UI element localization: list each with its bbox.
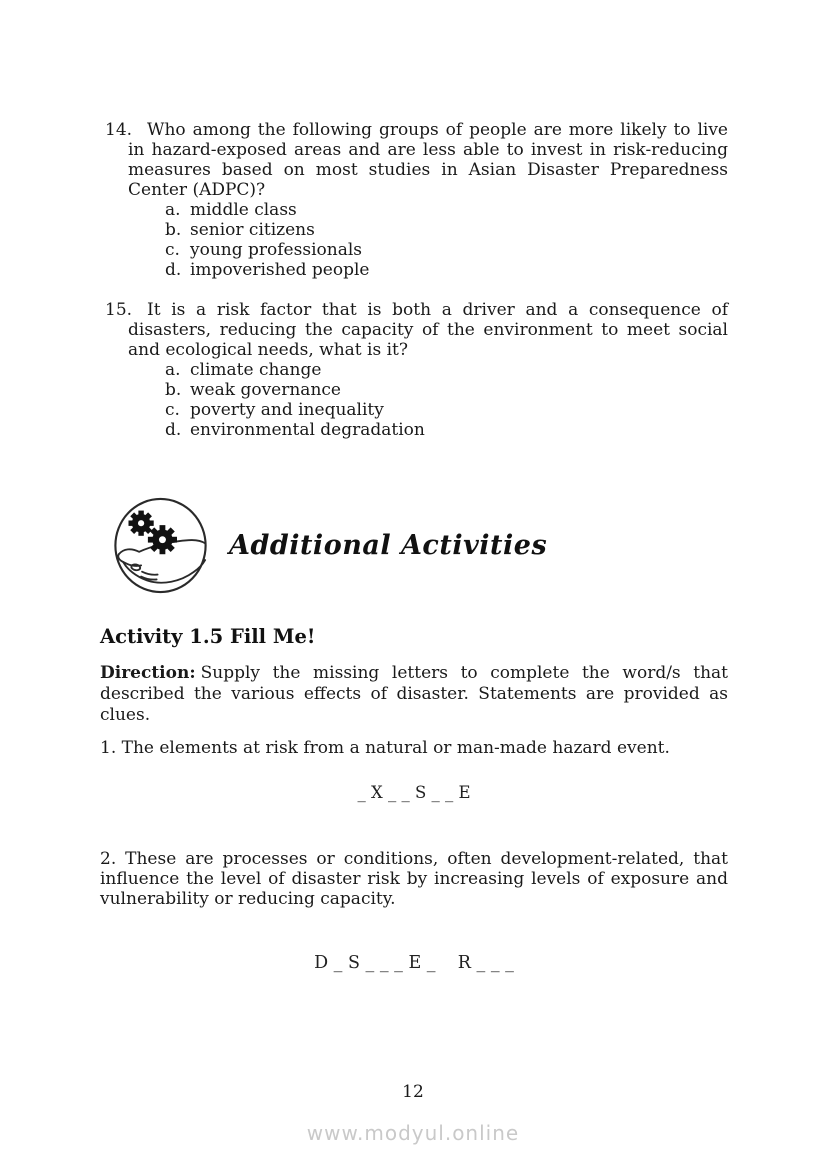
option-text: climate change (190, 360, 322, 380)
question-14-number: 14. (105, 120, 133, 140)
section-title: Additional Activities (229, 530, 548, 561)
option-text: poverty and inequality (190, 400, 384, 420)
option-letter: a. (165, 360, 181, 380)
quiz-questions (100, 120, 728, 440)
question-15-number: 15. (105, 300, 133, 320)
option-letter: b. (165, 220, 182, 240)
direction-label: Direction: (100, 663, 196, 683)
option-text: young professionals (190, 240, 362, 260)
activity-item-1: 1. The elements at risk from a natural or man-made hazard event. (100, 738, 670, 758)
option-b (165, 220, 728, 240)
option-letter: c. (165, 400, 180, 420)
option-d (165, 420, 728, 440)
activity-item-2: 2. These are processes or conditions, often development-related, that influence the level of disaster risk by increasing levels of exposure and vulnerability or reducing capacity. (100, 849, 728, 909)
activity-title: Activity 1.5 Fill Me! (100, 625, 316, 648)
answer-blank-1: _ X _ _ S _ _ E (357, 783, 471, 802)
question-15 (100, 300, 728, 440)
option-a (165, 360, 728, 380)
gear-icon (148, 525, 177, 554)
option-text: impoverished people (190, 260, 370, 280)
gear-icon (128, 511, 153, 536)
option-c (165, 400, 728, 420)
direction-text: Supply the missing letters to complete the word/s that described the various effects of disaster. Statements are provided as clues. (100, 663, 728, 725)
option-letter: d. (165, 420, 182, 440)
option-letter: c. (165, 240, 180, 260)
answer-blank-2: D _ S _ _ _ E _ R _ _ _ (314, 953, 514, 973)
page-number: 12 (402, 1082, 424, 1102)
option-letter: a. (165, 200, 181, 220)
question-14-body: Who among the following groups of people are more likely to live in hazard-exposed areas and are less able to invest in risk-reducing measures based on most studies in Asian Disaster Preparedness Center (ADPC)? (128, 120, 728, 200)
question-15-options (165, 360, 728, 440)
section-header (100, 497, 728, 594)
option-text: environmental degradation (190, 420, 425, 440)
option-letter: d. (165, 260, 182, 280)
hand-gears-svg (112, 497, 209, 594)
option-letter: b. (165, 380, 182, 400)
question-15-body: It is a risk factor that is both a driver and a consequence of disasters, reducing the capacity of the environment to meet social and ecological needs, what is it? (128, 300, 728, 360)
hand-holding-gears-icon (112, 497, 209, 594)
option-a (165, 200, 728, 220)
question-14-text (100, 120, 728, 200)
option-b (165, 380, 728, 400)
question-15-text (100, 300, 728, 360)
watermark: www.modyul.online (306, 1121, 520, 1145)
option-text: weak governance (190, 380, 341, 400)
question-14 (100, 120, 728, 280)
option-c (165, 240, 728, 260)
option-d (165, 260, 728, 280)
option-text: senior citizens (190, 220, 315, 240)
option-text: middle class (190, 200, 297, 220)
activity-direction (100, 663, 728, 726)
question-14-options (165, 200, 728, 280)
